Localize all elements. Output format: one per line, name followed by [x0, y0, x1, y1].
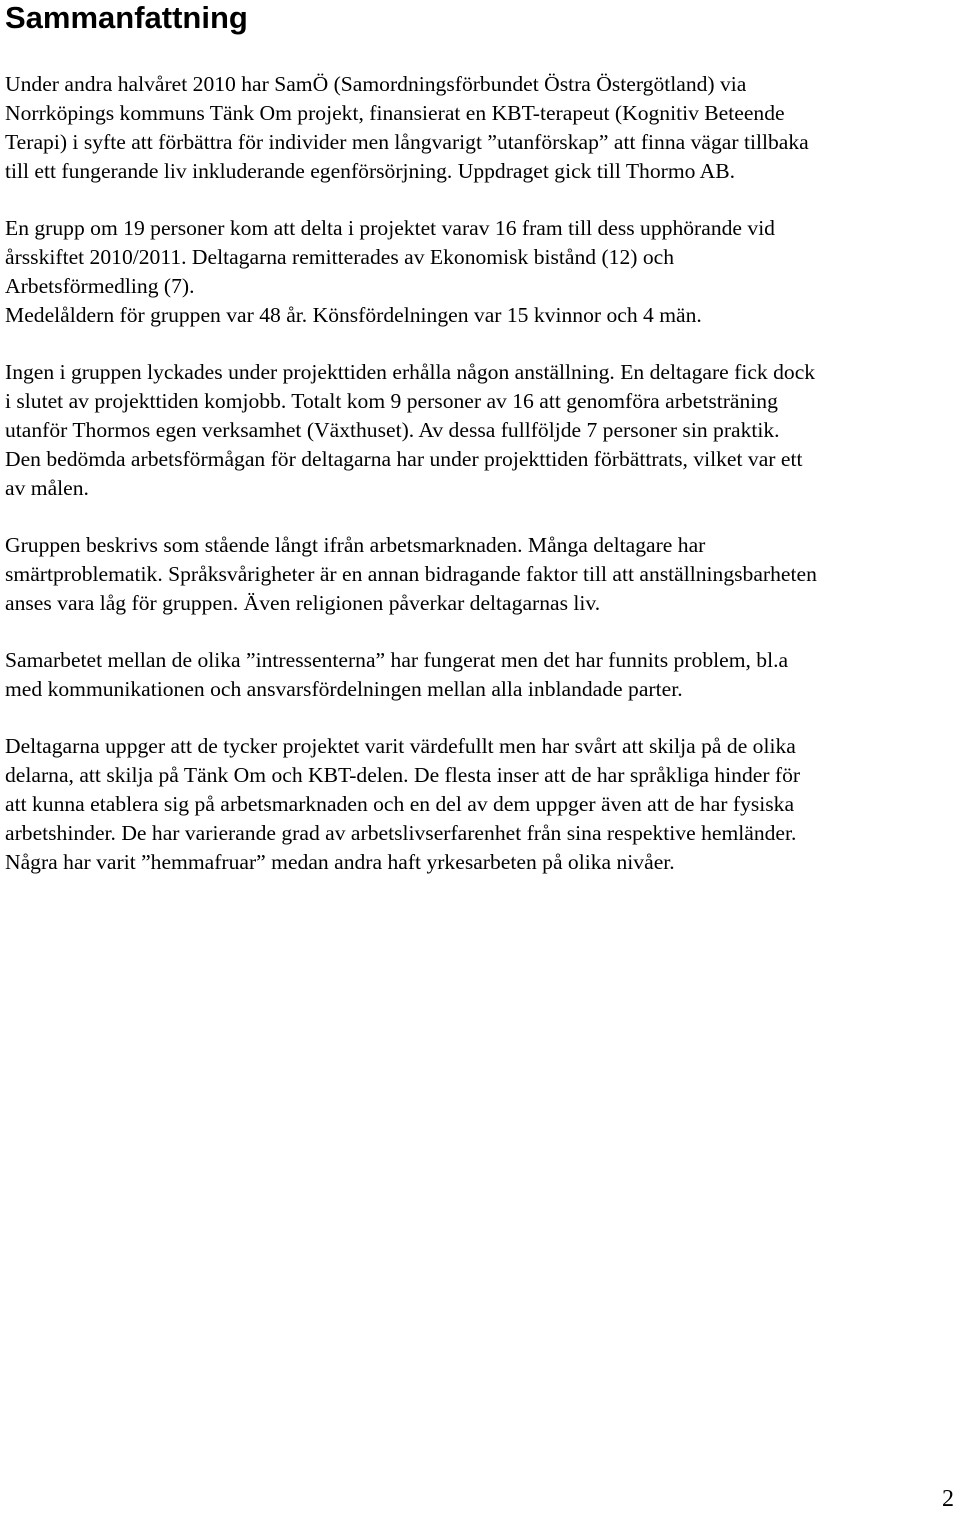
text-line: Norrköpings kommuns Tänk Om projekt, finansierat en KBT-terapeut (Kognitiv Beteende	[5, 101, 785, 125]
text-line: med kommunikationen och ansvarsfördelningen mellan alla inblandade parter.	[5, 677, 683, 701]
paragraph-outcomes	[5, 358, 957, 503]
text-line: årsskiftet 2010/2011. Deltagarna remitterades av Ekonomisk bistånd (12) och	[5, 245, 675, 269]
paragraph-group-description	[5, 531, 957, 618]
text-line: anses vara låg för gruppen. Även religionen påverkar deltagarnas liv.	[5, 591, 601, 615]
text-line: Under andra halvåret 2010 har SamÖ (Samordningsförbundet Östra Östergötland) via	[5, 72, 747, 96]
text-line: Deltagarna uppger att de tycker projektet varit värdefullt men har svårt att skilja på de olika	[5, 734, 796, 758]
page-number: 2	[942, 1486, 954, 1512]
page-title: Sammanfattning	[5, 0, 248, 35]
text-line: Terapi) i syfte att förbättra för individer men långvarigt ”utanförskap” att finna vägar tillbaka	[5, 130, 809, 154]
text-line: Gruppen beskrivs som stående långt ifrån arbetsmarknaden. Många deltagare har	[5, 533, 706, 557]
text-line: Den bedömda arbetsförmågan för deltagarna har under projekttiden förbättrats, vilket var ett	[5, 447, 803, 471]
text-line: Medelåldern för gruppen var 48 år. Könsfördelningen var 15 kvinnor och 4 män.	[5, 303, 702, 327]
paragraph-project-intro	[5, 70, 957, 186]
text-line: En grupp om 19 personer kom att delta i projektet varav 16 fram till dess upphörande vid	[5, 216, 775, 240]
text-line: utanför Thormos egen verksamhet (Växthuset). Av dessa fullföljde 7 personer sin praktik.	[5, 418, 780, 442]
text-line: till ett fungerande liv inkluderande egenförsörjning. Uppdraget gick till Thormo AB.	[5, 159, 736, 183]
text-line: att kunna etablera sig på arbetsmarknaden och en del av dem uppger även att de har fysiska	[5, 792, 795, 816]
text-line: i slutet av projekttiden komjobb. Totalt kom 9 personer av 16 att genomföra arbetsträning	[5, 389, 778, 413]
document-body	[5, 70, 957, 905]
text-line: Ingen i gruppen lyckades under projekttiden erhålla någon anställning. En deltagare fick dock	[5, 360, 816, 384]
paragraph-participants	[5, 214, 957, 330]
text-line: smärtproblematik. Språksvårigheter är en annan bidragande faktor till att anställningsbarheten	[5, 562, 817, 586]
text-line: Samarbetet mellan de olika ”intressenterna” har fungerat men det har funnits problem, bl.a	[5, 648, 789, 672]
text-line: Arbetsförmedling (7).	[5, 274, 195, 298]
text-line: delarna, att skilja på Tänk Om och KBT-delen. De flesta inser att de har språkliga hinder för	[5, 763, 801, 787]
text-line: arbetshinder. De har varierande grad av arbetslivserfarenhet från sina respektive hemländer.	[5, 821, 797, 845]
text-line: Några har varit ”hemmafruar” medan andra haft yrkesarbeten på olika nivåer.	[5, 850, 675, 874]
paragraph-participant-views	[5, 732, 957, 877]
paragraph-cooperation	[5, 646, 957, 704]
text-line: av målen.	[5, 476, 89, 500]
